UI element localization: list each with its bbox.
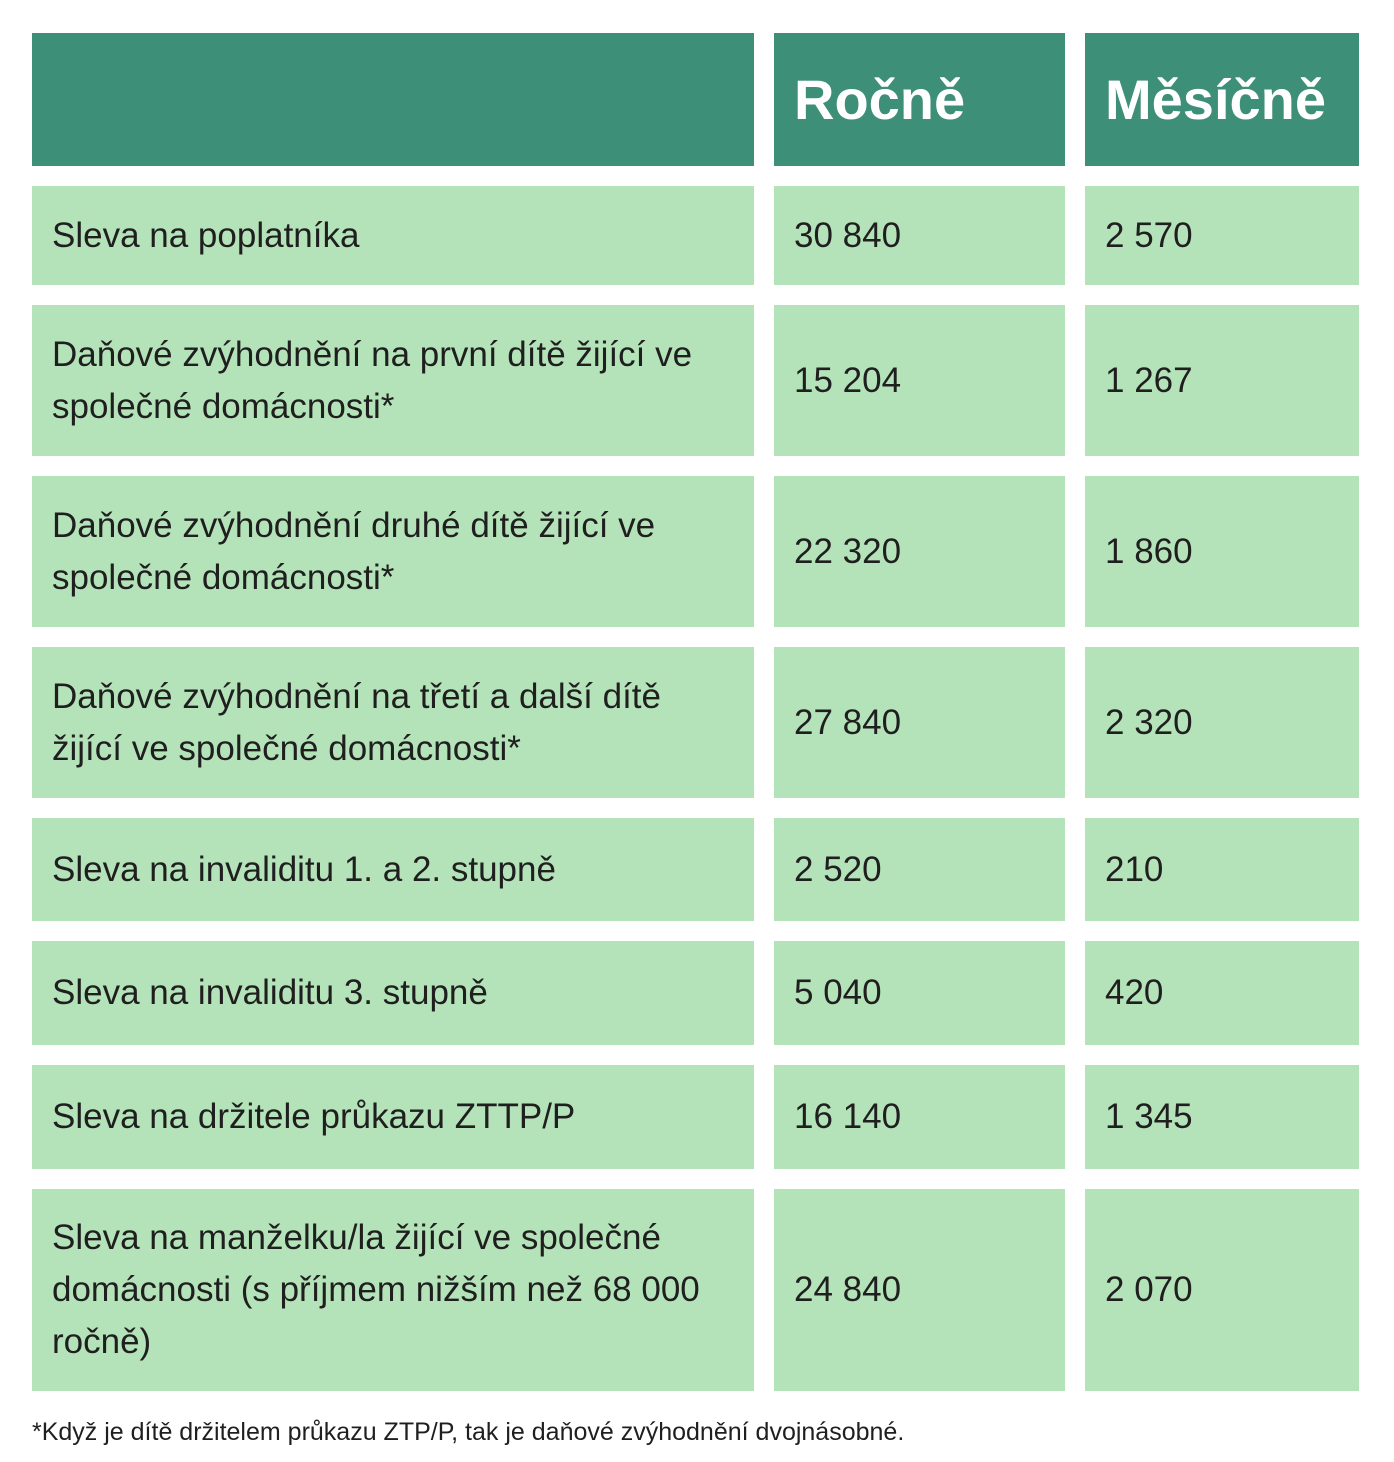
table-row — [32, 647, 1359, 798]
header-cell-label — [32, 33, 754, 166]
row-monthly-value: 210 — [1085, 818, 1359, 921]
row-monthly-value: 2 320 — [1085, 647, 1359, 798]
row-label: Sleva na držitele průkazu ZTTP/P — [32, 1065, 754, 1169]
row-label: Daňové zvýhodnění druhé dítě žijící ve společné domácnosti* — [32, 476, 754, 627]
row-label: Daňové zvýhodnění na třetí a další dítě žijící ve společné domácnosti* — [32, 647, 754, 798]
row-label: Daňové zvýhodnění na první dítě žijící ve společné domácnosti* — [32, 305, 754, 456]
row-yearly-value: 30 840 — [774, 186, 1065, 285]
row-label: Sleva na manželku/la žijící ve společné domácnosti (s příjmem nižším než 68 000 ročně) — [32, 1189, 754, 1391]
row-monthly-value: 420 — [1085, 941, 1359, 1045]
header-cell-monthly: Měsíčně — [1085, 33, 1359, 166]
row-yearly-value: 2 520 — [774, 818, 1065, 921]
row-yearly-value: 24 840 — [774, 1189, 1065, 1391]
row-monthly-value: 2 570 — [1085, 186, 1359, 285]
row-label: Sleva na invaliditu 1. a 2. stupně — [32, 818, 754, 921]
row-label: Sleva na invaliditu 3. stupně — [32, 941, 754, 1045]
table-row — [32, 476, 1359, 627]
table-row — [32, 1189, 1359, 1391]
table-row — [32, 1065, 1359, 1169]
row-yearly-value: 16 140 — [774, 1065, 1065, 1169]
row-yearly-value: 22 320 — [774, 476, 1065, 627]
header-cell-yearly: Ročně — [774, 33, 1065, 166]
row-monthly-value: 1 345 — [1085, 1065, 1359, 1169]
table-row — [32, 186, 1359, 285]
table-row — [32, 941, 1359, 1045]
table-row — [32, 818, 1359, 921]
row-yearly-value: 5 040 — [774, 941, 1065, 1045]
row-label: Sleva na poplatníka — [32, 186, 754, 285]
row-monthly-value: 1 267 — [1085, 305, 1359, 456]
row-yearly-value: 27 840 — [774, 647, 1065, 798]
row-yearly-value: 15 204 — [774, 305, 1065, 456]
table-header-row — [32, 33, 1359, 166]
tax-relief-table — [32, 33, 1359, 1411]
footnote: *Když je dítě držitelem průkazu ZTP/P, tak je daňové zvýhodnění dvojnásobné. — [32, 1418, 905, 1446]
table-row — [32, 305, 1359, 456]
row-monthly-value: 2 070 — [1085, 1189, 1359, 1391]
row-monthly-value: 1 860 — [1085, 476, 1359, 627]
